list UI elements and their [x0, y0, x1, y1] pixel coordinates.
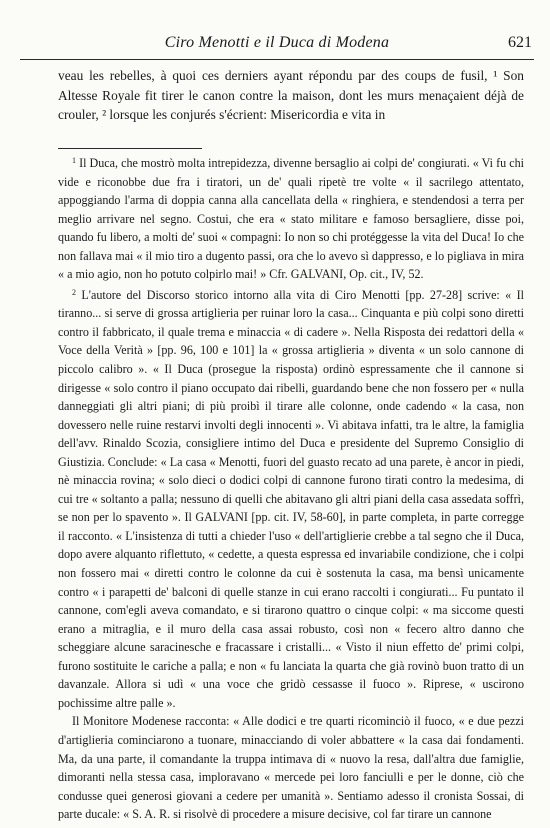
footnote-text: Il Monitore Modenese racconta: « Alle dodici e tre quarti ricominciò il fuoco, « e due pezzi d'artiglieria cominciarono a tuonare, minacciando di voler abbattere « la casa dai fondamenti. Ma, da una parte, il comandante la truppa intimava di « nuovo la resa, dall'altra due famiglie, dimoranti nella stessa casa, imploravano « mercede pei loro fanciulli e per le donne, ciò che condusse quei generosi giovani a cedere per umanità ». Sentiamo adesso il cronista Sossai, di parte ducale: « S. A. R. si risolvè di procedere a misure decisive, col far tirare un cannone	[58, 714, 524, 822]
main-text	[58, 66, 524, 125]
footnote-marker: 2	[72, 287, 76, 297]
header-rule	[20, 59, 534, 60]
footnotes	[58, 152, 524, 824]
footnote-separator	[58, 148, 202, 149]
footnote-1	[58, 152, 524, 284]
footnote-2	[58, 284, 524, 713]
footnote-continuation	[58, 712, 524, 823]
footnote-text: Il Duca, che mostrò molta intrepidezza, divenne bersaglio ai colpi de' congiurati. « Vi fu chi vide e riconobbe due fra i tiratori, un de' quali ripetè tre volte « il sacrilego attentato, appoggiando l'arma di doppia canna alla cancellata della « ringhiera, e stendendosi a terra per meglio arrivare nel segno. Costui, che era « stato militare e famoso bersagliere, disse poi, quando fu libero, a molti de' suoi « compagni: Io non so chi protéggesse la vita del Duca! Io che non fallava mai « il mio tiro a dugento passi, ora che lo avevo sì dappresso, e lo pigliava in mira « a mio agio, non ho potuto colpirlo mai! » Cfr. GALVANI, Op. cit., IV, 52.	[58, 156, 524, 282]
page-header	[20, 34, 534, 58]
footnote-marker: 1	[72, 156, 76, 165]
footnote-text: L'autore del Discorso storico intorno alla vita di Ciro Menotti [pp. 27-28] scrive: « Il tiranno... si serve di grossa artiglieria per ruinar loro la casa... Cinquanta e più colpi sono diretti contro il fabbricato, il quale trema e minaccia « di cadere ». Nella Risposta dei redattori della « Voce della Verità » [pp. 96, 100 e 101] la « grossa artiglieria » diventa « un solo cannone di piccolo calibro ». « Il Duca (prosegue la risposta) ordinò espressamente che il cannone si dirigesse « solo contro il piano occupato dai ribelli, guardando bene che non fossero per « nulla danneggiati gli altri piani; di più proibì il tirare alle colonne, onde cadendo « la casa, non dovessero nelle ruine restarvi involti degli innocenti ». Vi abitava infatti, tra le altre, la famiglia dell'avv. Rinaldo Scozia, consigliere intimo del Duca e presidente del Supremo Consiglio di Giustizia. Conclude: « La casa « Menotti, fuori del guasto recato ad una parete, è ancor in piedi, nè minaccia rovina; « solo dieci o dodici colpi di cannone furono tirati contro la medesima, di cui tre « soltanto a palla; nessuno di quelli che abitavano gli altri piani della casa assedata soffrì, se non per lo spavento ». Il GALVANI [pp. cit. IV, 58-60], in parte completa, in parte corregge il racconto. « L'insistenza di tutti a chieder l'uso « dell'artiglierie crebbe a tal segno che il Duca, dopo avere alquanto riflettuto, « cedette, a questa espressa ed invariabile condizione, che i colpi non fossero mai « diretti contro le colonne da cui è sostenuta la casa, ma bensì unicamente contro « i parapetti de' balconi di quelle stanze in cui erano raccolti i congiurati... Fu puntato il cannone, com'egli aveva comandato, e si tirarono quattro o cinque colpi: « ma siccome questi erano a mitraglia, e il muro della casa assai robusto, così non « fecero altro danno che scheggiare alcune saracinesche e fracassare i cristalli... « Visto il niun effetto de' primi colpi, furono sostituite le cariche a palla; e non « fu lanciata la quarta che già rovinò buon tratto di un davanzale. Allora si udì « una voce che gridò cessasse il fuoco ». Riprese, « uscirono pochissime altre palle ».	[58, 287, 524, 710]
running-title: Ciro Menotti e il Duca di Modena	[164, 34, 390, 51]
body-paragraph: veau les rebelles, à quoi ces derniers ayant répondu par des coups de fusil, ¹ Son Altesse Royale fit tirer le canon contre la maison, dont les murs menaçaient déjà de crouler, ² lorsque les conjurés s'écrient: Misericordia e vita in	[58, 68, 524, 122]
page-number: 621	[508, 34, 532, 51]
